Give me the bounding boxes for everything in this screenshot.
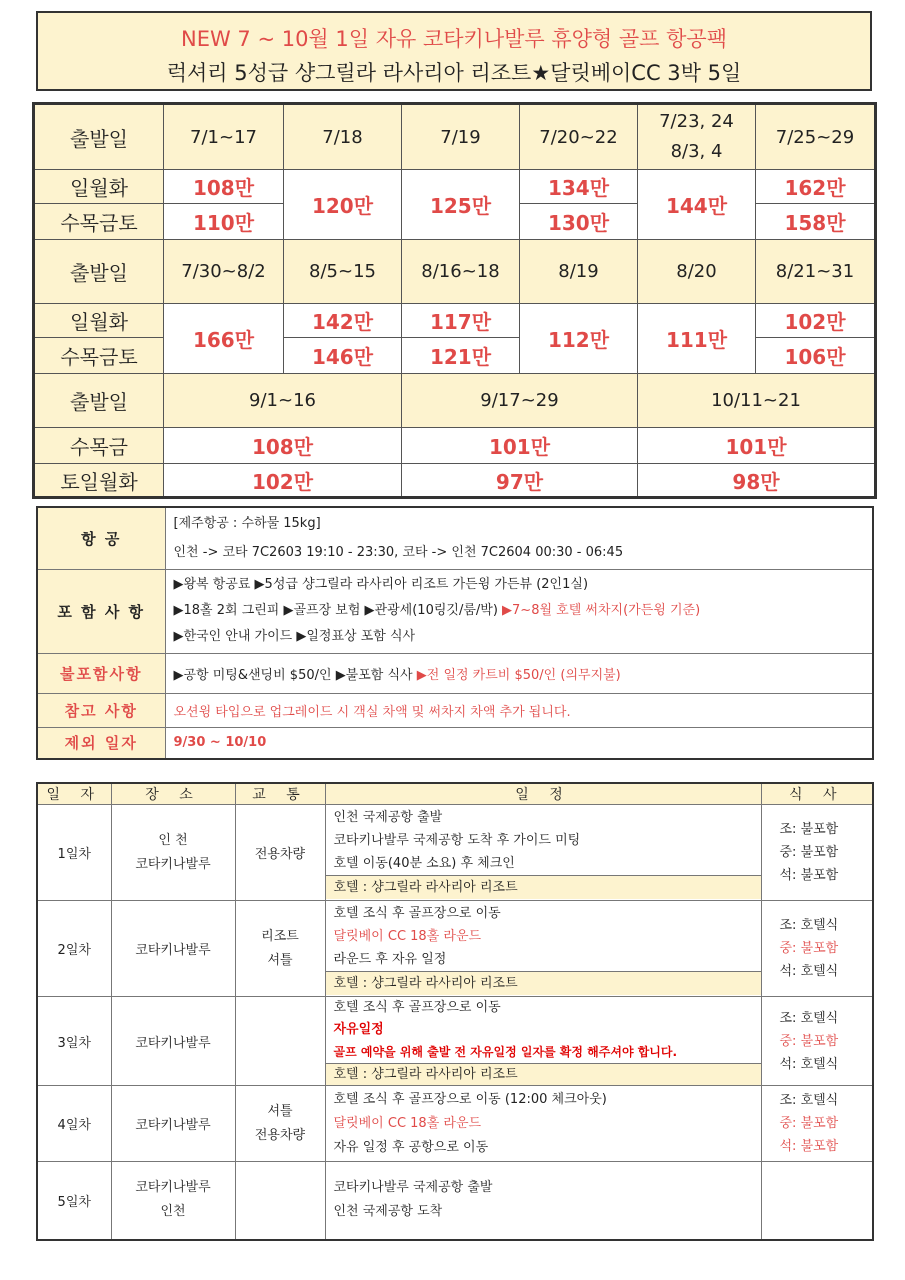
- meal-line: 석: 불포함: [779, 868, 839, 883]
- exclude-info: [165, 653, 873, 693]
- date-cell: 7/25~29: [756, 104, 876, 170]
- day-label-wed-fri: 수목금: [34, 428, 164, 464]
- transport-cell: [235, 1162, 325, 1240]
- include-line: ▶왕복 항공료 ▶5성급 샹그릴라 라사리아 리조트 가든윙 가든뷰 (2인1실): [173, 577, 589, 592]
- transport-cell: [235, 997, 325, 1086]
- date-cell: 9/1~16: [164, 374, 402, 428]
- price-cell: 130만: [520, 204, 638, 240]
- meal-line: 석: 호텔식: [779, 1056, 839, 1072]
- price-cell: 110만: [164, 204, 284, 240]
- date-cell: 8/16~18: [402, 240, 520, 304]
- meal-line: 중: 불포함: [779, 845, 839, 860]
- title-banner: [36, 11, 872, 91]
- meal-line: 중: 불포함: [779, 941, 839, 956]
- include-label: 포 함 사 항: [37, 569, 165, 653]
- schedule-line: 호텔 조식 후 골프장으로 이동 (12:00 체크아웃): [333, 1091, 607, 1107]
- date-cell: 7/19: [402, 104, 520, 170]
- price-cell: 108만: [164, 428, 402, 464]
- price-cell: 142만: [284, 304, 402, 338]
- day-cell: 4일차: [37, 1086, 111, 1162]
- exclude-line: ▶공항 미팅&샌딩비 $50/인 ▶불포함 식사: [173, 667, 417, 683]
- date-cell: 8/19: [520, 240, 638, 304]
- meal-line: 조: 호텔식: [779, 1010, 839, 1026]
- schedule-cell: [325, 1086, 761, 1162]
- table-row: [37, 901, 873, 997]
- price-cell: 98만: [638, 464, 876, 498]
- flight-label: 항 공: [37, 507, 165, 569]
- day-label-wed-sat: 수목금토: [34, 338, 164, 374]
- table-row: [37, 1086, 873, 1162]
- place-line: 코타키나발루: [135, 856, 211, 872]
- price-cell: 111만: [638, 304, 756, 374]
- price-cell: 166만: [164, 304, 284, 374]
- price-cell: 162만: [756, 170, 876, 204]
- date-line: 8/3, 4: [670, 141, 723, 162]
- day-cell: 1일차: [37, 805, 111, 901]
- price-cell: 121만: [402, 338, 520, 374]
- date-cell: [638, 104, 756, 170]
- meal-cell: [761, 997, 873, 1086]
- price-cell: 101만: [402, 428, 638, 464]
- itinerary-table: [36, 782, 874, 1241]
- table-row: [37, 1162, 873, 1240]
- title-line-2: 럭셔리 5성급 샹그릴라 라사리아 리조트★달릿베이CC 3박 5일: [166, 61, 742, 85]
- schedule-line: 호텔 이동(40분 소요) 후 체크인: [333, 856, 515, 871]
- place-cell: 코타키나발루: [111, 1086, 235, 1162]
- schedule-line: 라운드 후 자유 일정: [333, 952, 447, 967]
- date-cell: 8/20: [638, 240, 756, 304]
- meal-line: 석: 호텔식: [779, 964, 839, 979]
- price-cell: 144만: [638, 170, 756, 240]
- header-schedule: 일 정: [325, 783, 761, 805]
- schedule-line: 인천 국제공항 출발: [333, 810, 443, 825]
- price-cell: 120만: [284, 170, 402, 240]
- day-cell: 5일차: [37, 1162, 111, 1240]
- day-label-sun-tue: 일월화: [34, 170, 164, 204]
- place-cell: 코타키나발루: [111, 901, 235, 997]
- flight-info: [165, 507, 873, 569]
- title-line-1: NEW 7 ~ 10월 1일 자유 코타키나발루 휴양형 골프 항공팩: [180, 27, 727, 51]
- place-line: 인천: [160, 1204, 186, 1220]
- flight-line: [제주항공 : 수하물 15kg]: [173, 516, 321, 532]
- depart-label: 출발일: [34, 374, 164, 428]
- meal-cell: [761, 1086, 873, 1162]
- exclude-red-line: ▶전 일정 카트비 $50/인 (의무지불): [416, 667, 621, 683]
- schedule-line: 호텔 조식 후 골프장으로 이동: [333, 1000, 501, 1015]
- except-info: 9/30 ~ 10/10: [165, 727, 873, 759]
- price-cell: 117만: [402, 304, 520, 338]
- price-cell: 125만: [402, 170, 520, 240]
- hotel-line: 호텔 : 샹그릴라 라사리아 리조트: [326, 875, 761, 899]
- include-line: ▶18홀 2회 그린피 ▶골프장 보험 ▶관광세(10링깃/룸/박): [173, 603, 503, 618]
- price-cell: 112만: [520, 304, 638, 374]
- header-transport: 교 통: [235, 783, 325, 805]
- date-cell: 7/1~17: [164, 104, 284, 170]
- date-cell: 10/11~21: [638, 374, 876, 428]
- day-label-sun-tue: 일월화: [34, 304, 164, 338]
- meal-line: 석: 불포함: [779, 1139, 839, 1154]
- include-info: [165, 569, 873, 653]
- place-line: 인 천: [158, 832, 188, 848]
- transport-cell: [235, 901, 325, 997]
- date-cell: 8/5~15: [284, 240, 402, 304]
- exclude-label: 불포함사항: [37, 653, 165, 693]
- note-info: 오션윙 타입으로 업그레이드 시 객실 차액 및 써차지 차액 추가 됩니다.: [165, 693, 873, 727]
- meal-line: 조: 호텔식: [779, 1093, 839, 1108]
- date-cell: 9/17~29: [402, 374, 638, 428]
- date-cell: 8/21~31: [756, 240, 876, 304]
- place-cell: [111, 1162, 235, 1240]
- schedule-cell: [325, 901, 761, 997]
- schedule-line: 자유일정: [333, 1022, 384, 1037]
- place-cell: 코타키나발루: [111, 997, 235, 1086]
- schedule-line: 골프 예약을 위해 출발 전 자유일정 일자를 확정 해주셔야 합니다.: [333, 1045, 678, 1059]
- schedule-line: 달릿베이 CC 18홀 라운드: [333, 929, 482, 944]
- price-cell: 146만: [284, 338, 402, 374]
- transport-line: 리조트: [261, 928, 299, 944]
- transport-cell: [235, 1086, 325, 1162]
- date-cell: 7/20~22: [520, 104, 638, 170]
- schedule-line: 달릿베이 CC 18홀 라운드: [333, 1115, 482, 1131]
- day-label-wed-sat: 수목금토: [34, 204, 164, 240]
- date-cell: 7/18: [284, 104, 402, 170]
- hotel-line: 호텔 : 샹그릴라 라사리아 리조트: [326, 1063, 761, 1085]
- price-cell: 134만: [520, 170, 638, 204]
- schedule-cell: [325, 1162, 761, 1240]
- meal-line: 중: 불포함: [779, 1033, 839, 1049]
- depart-label: 출발일: [34, 240, 164, 304]
- header-place: 장 소: [111, 783, 235, 805]
- table-row: [37, 997, 873, 1086]
- transport-cell: 전용차량: [235, 805, 325, 901]
- depart-label: 출발일: [34, 104, 164, 170]
- price-cell: 102만: [756, 304, 876, 338]
- schedule-cell: [325, 805, 761, 901]
- table-row: [37, 805, 873, 901]
- date-cell: 7/30~8/2: [164, 240, 284, 304]
- price-cell: 97만: [402, 464, 638, 498]
- day-label-sat-tue: 토일월화: [34, 464, 164, 498]
- transport-line: 셔틀: [267, 1103, 293, 1119]
- include-line: ▶한국인 안내 가이드 ▶일정표상 포함 식사: [173, 629, 416, 644]
- price-cell: 106만: [756, 338, 876, 374]
- price-cell: 102만: [164, 464, 402, 498]
- header-meal: 식 사: [761, 783, 873, 805]
- schedule-line: 인천 국제공항 도착: [333, 1204, 443, 1220]
- day-cell: 3일차: [37, 997, 111, 1086]
- transport-line: 셔틀: [267, 952, 293, 968]
- hotel-line: 호텔 : 샹그릴라 라사리아 리조트: [326, 971, 761, 995]
- transport-line: 전용차량: [254, 1127, 306, 1143]
- meal-line: 조: 호텔식: [779, 918, 839, 933]
- day-cell: 2일차: [37, 901, 111, 997]
- meal-cell: [761, 1162, 873, 1240]
- info-table: [36, 506, 874, 760]
- price-cell: 101만: [638, 428, 876, 464]
- schedule-line: 코타키나발루 국제공항 출발: [333, 1180, 493, 1196]
- schedule-cell: [325, 997, 761, 1086]
- place-cell: [111, 805, 235, 901]
- meal-line: 조: 불포함: [779, 822, 839, 837]
- price-cell: 108만: [164, 170, 284, 204]
- place-line: 코타키나발루: [135, 1180, 211, 1196]
- header-day: 일 자: [37, 783, 111, 805]
- flight-line: 인천 -> 코타 7C2603 19:10 - 23:30, 코타 -> 인천 7C2604 00:30 - 06:45: [173, 545, 624, 561]
- date-line: 7/23, 24: [659, 111, 734, 132]
- note-label: 참고 사항: [37, 693, 165, 727]
- price-cell: 158만: [756, 204, 876, 240]
- schedule-line: 자유 일정 후 공항으로 이동: [333, 1139, 489, 1155]
- meal-cell: [761, 805, 873, 901]
- meal-line: 중: 불포함: [779, 1116, 839, 1131]
- meal-cell: [761, 901, 873, 997]
- price-table: [32, 102, 877, 499]
- schedule-line: 코타키나발루 국제공항 도착 후 가이드 미팅: [333, 833, 581, 848]
- include-red-line: ▶7~8월 호텔 써차지(가든윙 기준): [502, 603, 701, 618]
- except-label: 제외 일자: [37, 727, 165, 759]
- schedule-line: 호텔 조식 후 골프장으로 이동: [333, 906, 501, 921]
